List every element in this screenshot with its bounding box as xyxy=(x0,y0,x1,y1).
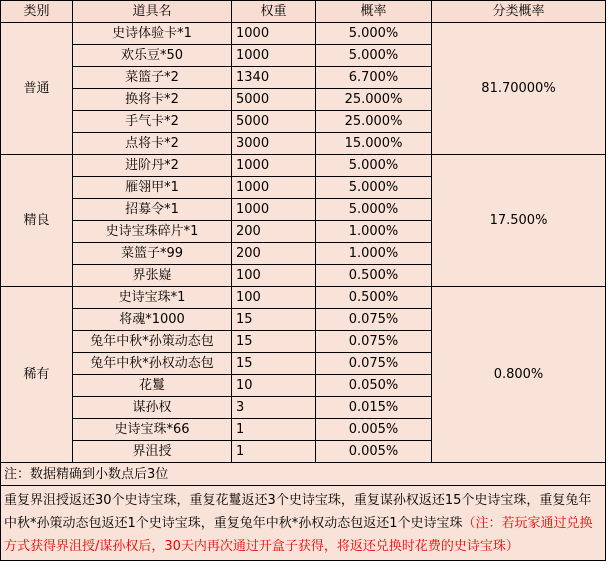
item-name-cell: 谋孙权 xyxy=(73,397,232,419)
weight-cell: 1000 xyxy=(232,23,316,45)
weight-cell: 1000 xyxy=(232,177,316,199)
item-name-cell: 换将卡*2 xyxy=(73,89,232,111)
weight-cell: 1340 xyxy=(232,67,316,89)
header-weight: 权重 xyxy=(232,1,316,23)
table-body xyxy=(1,23,606,463)
item-name-cell: 将魂*1000 xyxy=(73,309,232,331)
rate-cell: 0.075% xyxy=(316,309,432,331)
group-rate-cell: 17.500% xyxy=(432,155,606,287)
header-category: 类别 xyxy=(1,1,73,23)
precision-note: 注：数据精确到小数点后3位 xyxy=(1,463,606,486)
weight-cell: 5000 xyxy=(232,111,316,133)
weight-cell: 1 xyxy=(232,441,316,463)
item-name-cell: 雁翎甲*1 xyxy=(73,177,232,199)
item-name-cell: 欢乐豆*50 xyxy=(73,45,232,67)
rate-cell: 25.000% xyxy=(316,89,432,111)
rate-cell: 5.000% xyxy=(316,23,432,45)
item-name-cell: 史诗体验卡*1 xyxy=(73,23,232,45)
category-cell: 普通 xyxy=(1,23,73,155)
weight-cell: 15 xyxy=(232,353,316,375)
category-cell: 稀有 xyxy=(1,287,73,463)
group-rate-cell: 0.800% xyxy=(432,287,606,463)
rate-cell: 0.005% xyxy=(316,419,432,441)
weight-cell: 1 xyxy=(232,419,316,441)
item-name-cell: 界沮授 xyxy=(73,441,232,463)
rate-cell: 5.000% xyxy=(316,155,432,177)
header-group-rate: 分类概率 xyxy=(432,1,606,23)
weight-cell: 5000 xyxy=(232,89,316,111)
refund-text: 重复界沮授返还30个史诗宝珠，重复花鬘返还3个史诗宝珠，重复谋孙权返还15个史诗宝珠，重复兔年中秋*孙策动态包返还1个史诗宝珠，重复兔年中秋*孙权动态包返还1个史诗宝珠 xyxy=(4,493,592,531)
item-name-cell: 兔年中秋*孙策动态包 xyxy=(73,331,232,353)
item-name-cell: 招募令*1 xyxy=(73,199,232,221)
weight-cell: 1000 xyxy=(232,45,316,67)
rate-cell: 0.015% xyxy=(316,397,432,419)
rate-cell: 5.000% xyxy=(316,177,432,199)
rate-cell: 1.000% xyxy=(316,243,432,265)
rate-cell: 5.000% xyxy=(316,199,432,221)
item-name-cell: 史诗宝珠碎片*1 xyxy=(73,221,232,243)
item-name-cell: 史诗宝珠*1 xyxy=(73,287,232,309)
rate-cell: 0.005% xyxy=(316,441,432,463)
weight-cell: 1000 xyxy=(232,199,316,221)
refund-description xyxy=(1,486,606,561)
rate-cell: 6.700% xyxy=(316,67,432,89)
item-name-cell: 菜篮子*2 xyxy=(73,67,232,89)
category-cell: 精良 xyxy=(1,155,73,287)
rate-cell: 0.500% xyxy=(316,287,432,309)
header-item-name: 道具名 xyxy=(73,1,232,23)
header-row xyxy=(1,1,606,23)
weight-cell: 3 xyxy=(232,397,316,419)
item-name-cell: 点将卡*2 xyxy=(73,133,232,155)
weight-cell: 15 xyxy=(232,331,316,353)
item-name-cell: 手气卡*2 xyxy=(73,111,232,133)
group-rate-cell: 81.70000% xyxy=(432,23,606,155)
weight-cell: 15 xyxy=(232,309,316,331)
table-row xyxy=(1,287,606,309)
rate-cell: 5.000% xyxy=(316,45,432,67)
weight-cell: 100 xyxy=(232,287,316,309)
description-row xyxy=(1,486,606,561)
note-row xyxy=(1,463,606,486)
item-name-cell: 史诗宝珠*66 xyxy=(73,419,232,441)
rate-cell: 0.500% xyxy=(316,265,432,287)
weight-cell: 100 xyxy=(232,265,316,287)
weight-cell: 200 xyxy=(232,243,316,265)
item-name-cell: 界张嶷 xyxy=(73,265,232,287)
rate-cell: 15.000% xyxy=(316,133,432,155)
table-row xyxy=(1,23,606,45)
weight-cell: 3000 xyxy=(232,133,316,155)
item-name-cell: 进阶丹*2 xyxy=(73,155,232,177)
item-name-cell: 花鬘 xyxy=(73,375,232,397)
weight-cell: 200 xyxy=(232,221,316,243)
rate-cell: 0.050% xyxy=(316,375,432,397)
rate-cell: 25.000% xyxy=(316,111,432,133)
rate-cell: 0.075% xyxy=(316,353,432,375)
header-rate: 概率 xyxy=(316,1,432,23)
table-row xyxy=(1,155,606,177)
refund-note: （注：若玩家通过兑换方式获得界沮授/谋孙权后，30天内再次通过开盒子获得，将返还兑换时花费的史诗宝珠） xyxy=(4,516,593,554)
item-name-cell: 兔年中秋*孙权动态包 xyxy=(73,353,232,375)
rate-cell: 1.000% xyxy=(316,221,432,243)
weight-cell: 1000 xyxy=(232,155,316,177)
rate-cell: 0.075% xyxy=(316,331,432,353)
weight-cell: 10 xyxy=(232,375,316,397)
item-name-cell: 菜篮子*99 xyxy=(73,243,232,265)
